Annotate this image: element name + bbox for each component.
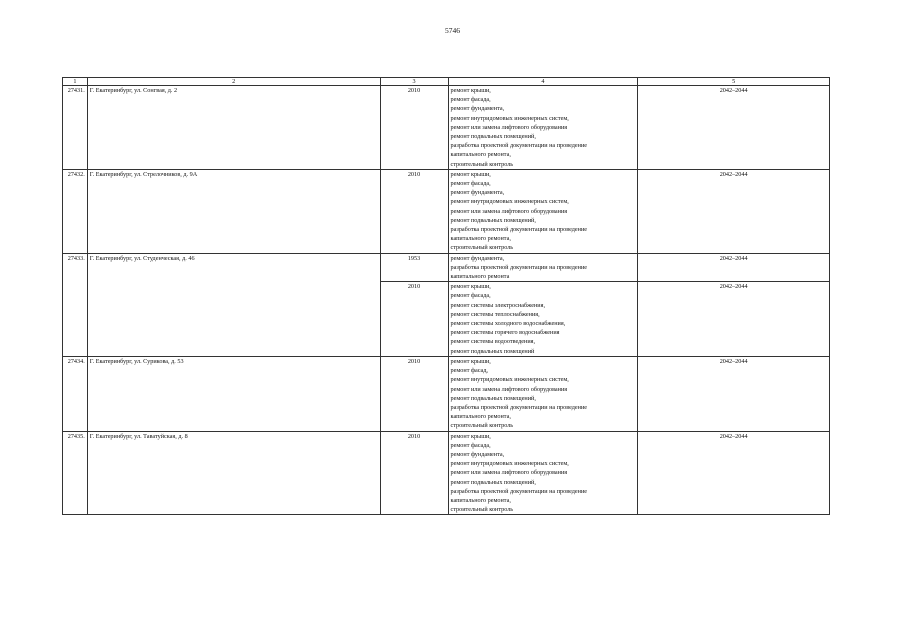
work-item: ремонт системы электроснабжения, xyxy=(450,301,545,309)
period-cell: 2042–2044 xyxy=(638,431,830,515)
period-cell: 2042–2044 xyxy=(638,282,830,357)
work-item: ремонт фундамента, xyxy=(450,189,505,197)
year-cell: 2010 xyxy=(380,431,448,515)
work-item: строительный контроль xyxy=(450,244,514,252)
work-item: ремонт или замена лифтового оборудования xyxy=(450,385,568,393)
work-item: строительный контроль xyxy=(450,422,514,430)
table-row xyxy=(63,253,830,282)
work-item: ремонт подвальных помещений xyxy=(450,347,535,355)
works-cell xyxy=(448,169,638,253)
work-item: ремонт системы холодного водоснабжения, xyxy=(450,320,566,328)
row-number-cell: 27432. xyxy=(63,169,88,253)
period-cell: 2042–2044 xyxy=(638,356,830,431)
work-item: ремонт фасада, xyxy=(450,96,491,104)
column-header: 1 xyxy=(63,78,88,86)
works-cell xyxy=(448,86,638,170)
work-item: ремонт крыши, xyxy=(450,357,491,365)
work-item: разработка проектной документации на проведение xyxy=(450,226,588,234)
works-cell xyxy=(448,253,638,282)
column-header: 3 xyxy=(380,78,448,86)
work-item: ремонт подвальных помещений, xyxy=(450,478,536,486)
work-item: ремонт фасад, xyxy=(450,367,488,375)
work-item: разработка проектной документации на проведение xyxy=(450,487,588,495)
table-header xyxy=(63,78,830,86)
table-row xyxy=(63,86,830,170)
work-item: ремонт фасада, xyxy=(450,180,491,188)
work-item: ремонт крыши, xyxy=(450,283,491,291)
work-item: ремонт фундамента, xyxy=(450,254,505,262)
works-cell xyxy=(448,282,638,357)
work-item: разработка проектной документации на проведение xyxy=(450,142,588,150)
column-number-row xyxy=(63,78,830,86)
page-number: 5746 xyxy=(445,26,460,35)
work-item: ремонт крыши, xyxy=(450,432,491,440)
year-cell: 2010 xyxy=(380,282,448,357)
work-item: ремонт крыши, xyxy=(450,170,491,178)
year-cell: 2010 xyxy=(380,356,448,431)
work-item: капитального ремонта, xyxy=(450,496,511,504)
period-cell: 2042–2044 xyxy=(638,253,830,282)
work-item: ремонт или замена лифтового оборудования xyxy=(450,207,568,215)
period-cell: 2042–2044 xyxy=(638,169,830,253)
row-number-cell: 27434. xyxy=(63,356,88,431)
work-item: ремонт системы горячего водоснабжения xyxy=(450,329,560,337)
address-cell: Г. Екатеринбург, ул. Сурикова, д. 53 xyxy=(87,356,380,431)
works-cell xyxy=(448,356,638,431)
work-item: ремонт или замена лифтового оборудования xyxy=(450,123,568,131)
year-cell: 2010 xyxy=(380,169,448,253)
address-cell: Г. Екатеринбург, ул. Таватуйская, д. 8 xyxy=(87,431,380,515)
work-item: ремонт системы водоотведения, xyxy=(450,338,536,346)
work-item: строительный контроль xyxy=(450,160,514,168)
work-item: капитального ремонта, xyxy=(450,235,511,243)
row-number-cell: 27431. xyxy=(63,86,88,170)
repair-schedule-table xyxy=(62,77,830,515)
work-item: ремонт внутридомовых инженерных систем, xyxy=(450,460,569,468)
row-number-cell: 27435. xyxy=(63,431,88,515)
column-header: 2 xyxy=(87,78,380,86)
address-cell: Г. Екатеринбург, ул. Сонгвая, д. 2 xyxy=(87,86,380,170)
column-header: 5 xyxy=(638,78,830,86)
work-item: ремонт фундамента, xyxy=(450,450,505,458)
table-body xyxy=(63,86,830,515)
work-item: ремонт внутридомовых инженерных систем, xyxy=(450,198,569,206)
work-item: ремонт крыши, xyxy=(450,87,491,94)
work-item: ремонт внутридомовых инженерных систем, xyxy=(450,376,569,384)
work-item: ремонт фасада, xyxy=(450,292,491,300)
address-cell: Г. Екатеринбург, ул. Стрелочников, д. 9А xyxy=(87,169,380,253)
column-header: 4 xyxy=(448,78,638,86)
work-item: капитального ремонта xyxy=(450,273,510,281)
table-row xyxy=(63,431,830,515)
address-cell: Г. Екатеринбург, ул. Студенческая, д. 46 xyxy=(87,253,380,356)
works-cell xyxy=(448,431,638,515)
year-cell: 2010 xyxy=(380,86,448,170)
work-item: капитального ремонта, xyxy=(450,151,511,159)
period-cell: 2042–2044 xyxy=(638,86,830,170)
work-item: ремонт внутридомовых инженерных систем, xyxy=(450,114,569,122)
work-item: строительный контроль xyxy=(450,506,514,514)
table-row xyxy=(63,169,830,253)
work-item: ремонт подвальных помещений, xyxy=(450,394,536,402)
work-item: ремонт фасада, xyxy=(450,441,491,449)
work-item: разработка проектной документации на проведение xyxy=(450,263,588,271)
work-item: ремонт подвальных помещений, xyxy=(450,133,536,141)
table-row xyxy=(63,356,830,431)
work-item: ремонт или замена лифтового оборудования xyxy=(450,469,568,477)
work-item: ремонт системы теплоснабжения, xyxy=(450,310,540,318)
year-cell: 1953 xyxy=(380,253,448,282)
row-number-cell: 27433. xyxy=(63,253,88,356)
work-item: капитального ремонта, xyxy=(450,413,511,421)
work-item: разработка проектной документации на проведение xyxy=(450,403,588,411)
work-item: ремонт подвальных помещений, xyxy=(450,216,536,224)
work-item: ремонт фундамента, xyxy=(450,105,505,113)
